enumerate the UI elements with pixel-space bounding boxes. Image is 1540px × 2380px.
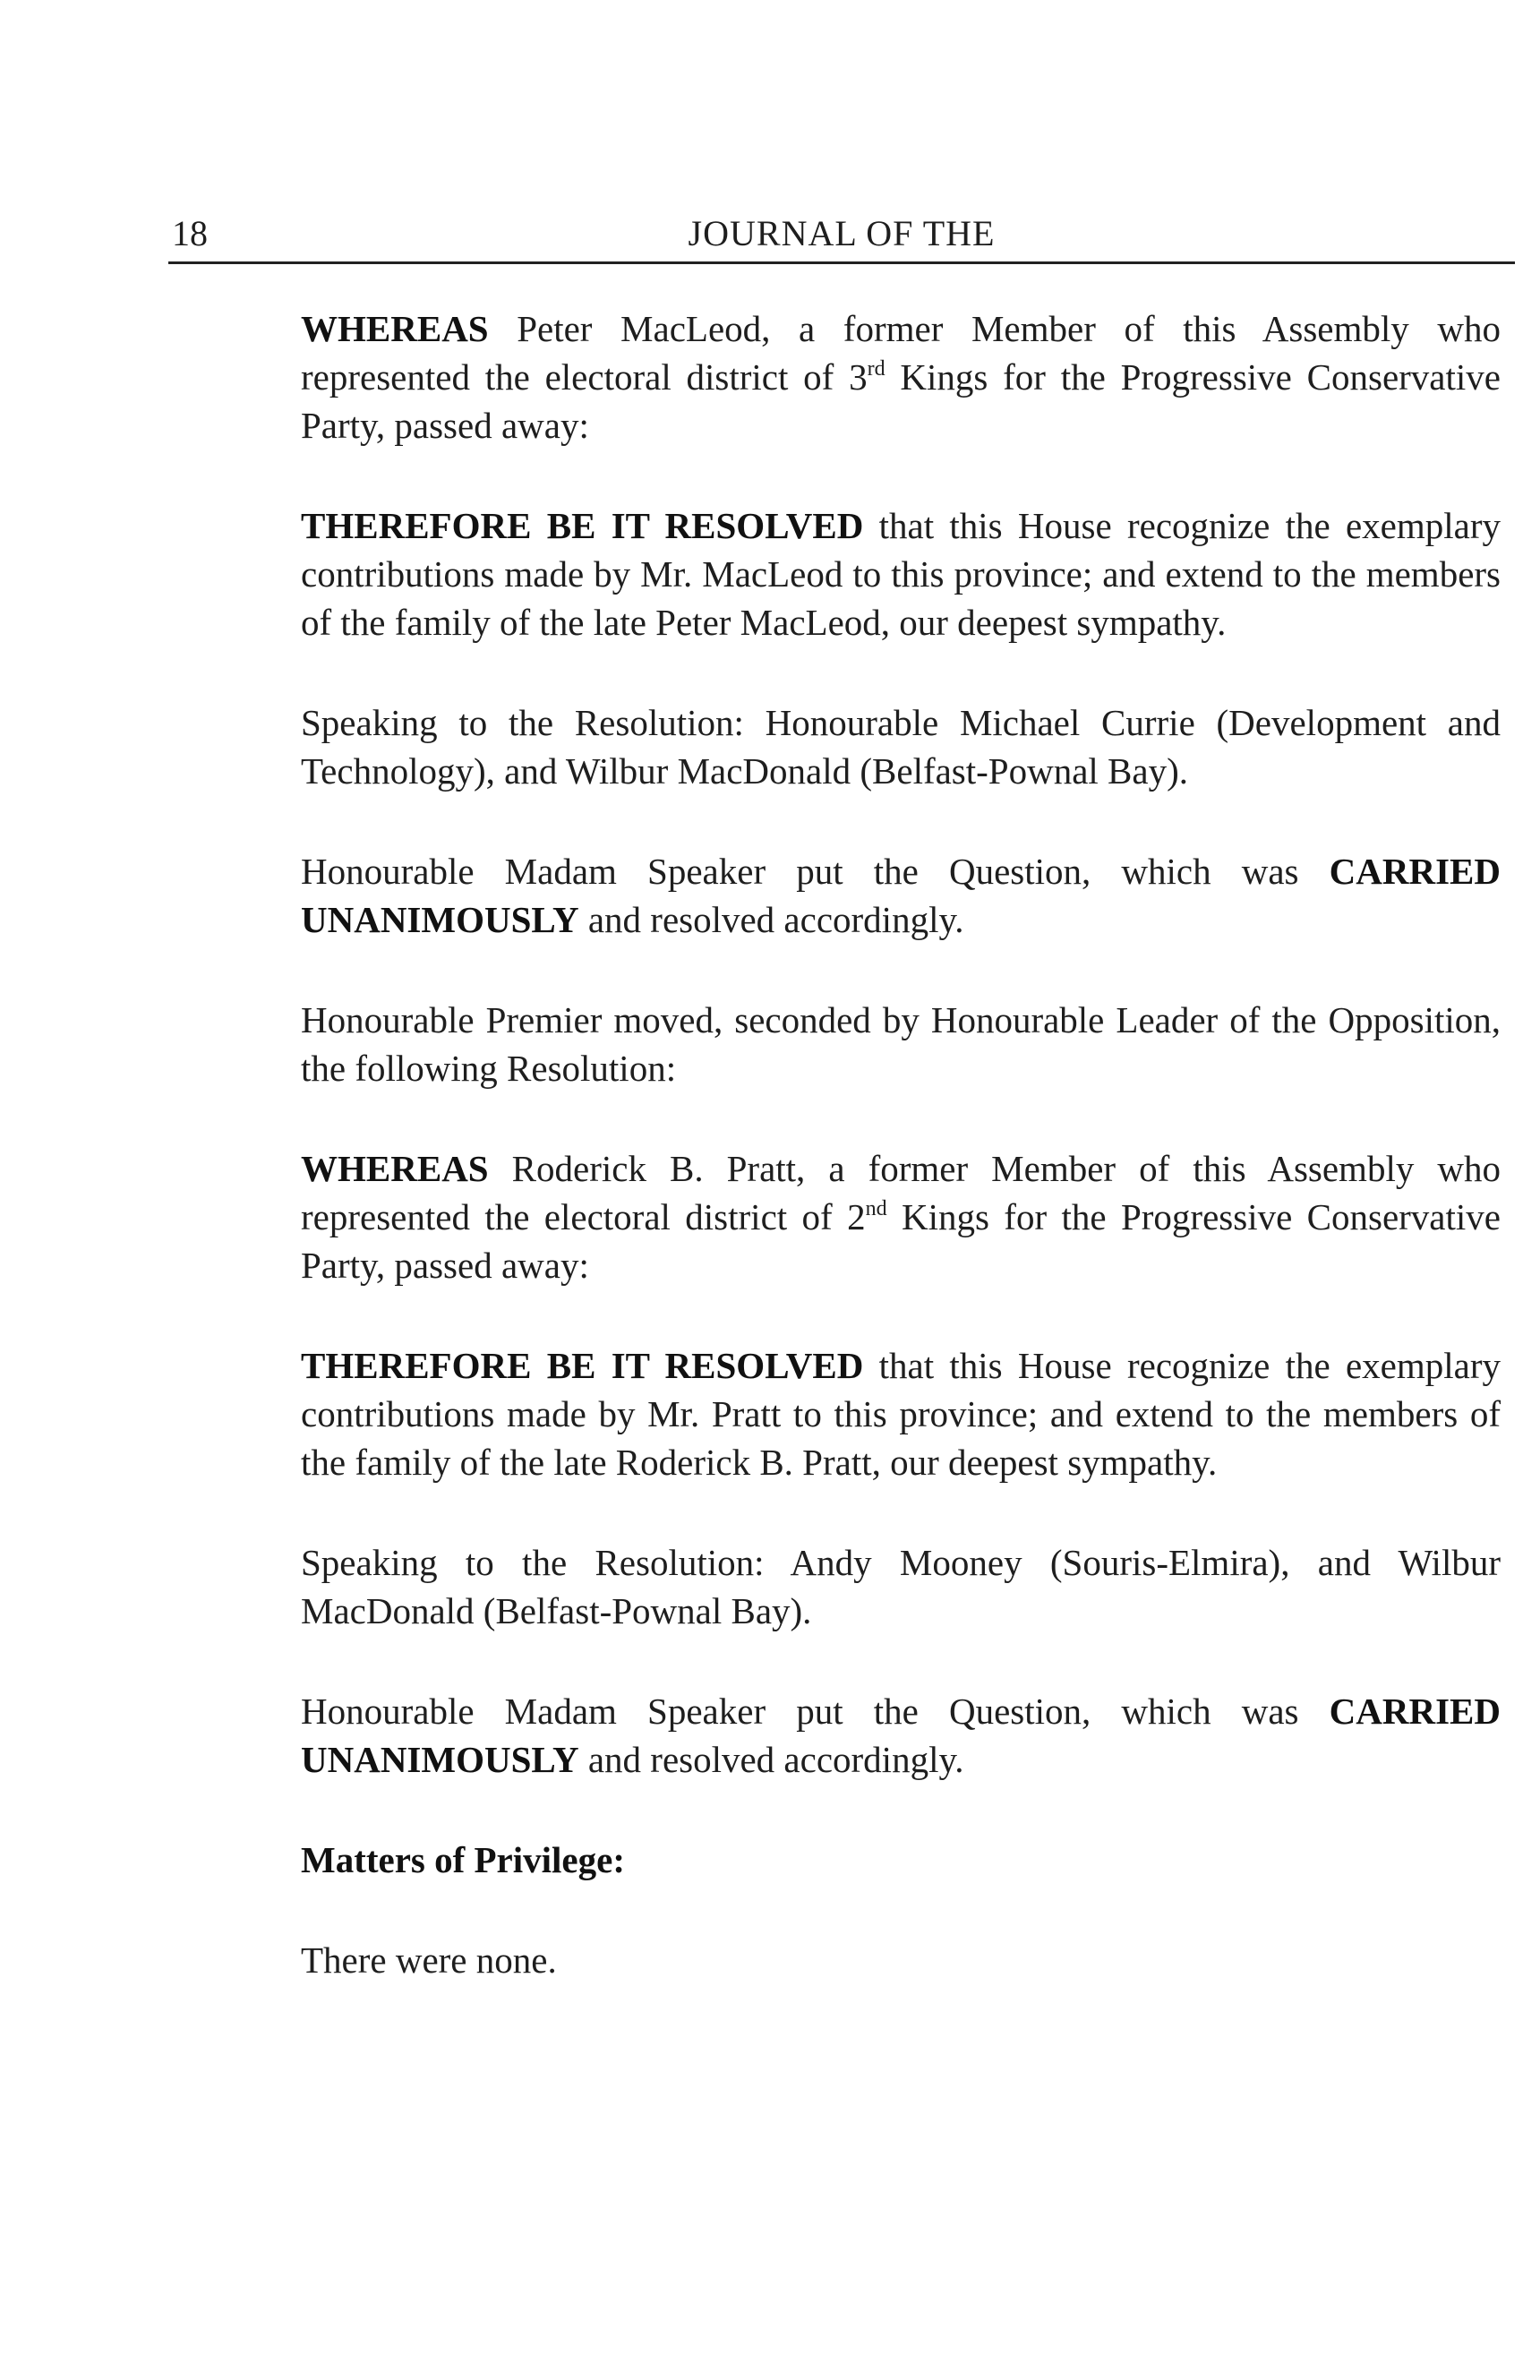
speaking-paragraph-macleod: Speaking to the Resolution: Honourable Michael Currie (Development and Technology), and Wilbur MacDonald (Belfast-Pownal Bay). [301, 702, 1501, 792]
question-text: Honourable Madam Speaker put the Question, which was [301, 851, 1330, 892]
ordinal-suffix: rd [867, 357, 886, 381]
speaking-paragraph-pratt: Speaking to the Resolution: Andy Mooney (Souris-Elmira), and Wilbur MacDonald (Belfast-Pownal Bay). [301, 1542, 1501, 1631]
premier-moved-paragraph: Honourable Premier moved, seconded by Honourable Leader of the Opposition, the following Resolution: [301, 999, 1501, 1089]
page-header [168, 208, 1515, 264]
journal-body [301, 304, 1501, 2036]
question-text: Honourable Madam Speaker put the Question, which was [301, 1691, 1330, 1732]
carried-unanimously: CARRIED UNANIMOUSLY [301, 851, 1501, 940]
carried-unanimously: CARRIED UNANIMOUSLY [301, 1691, 1501, 1780]
whereas-paragraph-pratt [301, 1144, 1501, 1289]
whereas-text-part1: Roderick B. Pratt, a former Member of this Assembly who represented the electoral district of 2 [301, 1148, 1501, 1237]
whereas-text-part2: Kings for the Progressive Conservative Party, passed away: [301, 1196, 1501, 1286]
question-text-end: and resolved accordingly. [578, 1739, 964, 1780]
matters-of-privilege-heading: Matters of Privilege: [301, 1839, 625, 1880]
ordinal-suffix: nd [865, 1197, 887, 1220]
resolved-lead: THEREFORE BE IT RESOLVED [301, 1345, 864, 1386]
matters-of-privilege-text: There were none. [301, 1939, 557, 1981]
resolved-paragraph-pratt [301, 1341, 1501, 1486]
resolved-text: that this House recognize the exemplary contributions made by Mr. MacLeod to this province; and extend to the members of the family of the late Peter MacLeod, our deepest sympathy. [301, 505, 1501, 643]
running-head: JOURNAL OF THE [688, 213, 996, 253]
whereas-paragraph-macleod [301, 304, 1501, 449]
page-number: 18 [172, 213, 208, 253]
resolved-lead: THEREFORE BE IT RESOLVED [301, 505, 864, 546]
whereas-lead: WHEREAS [301, 308, 489, 349]
whereas-text-part1: Peter MacLeod, a former Member of this Assembly who represented the electoral district of 3 [301, 308, 1501, 398]
question-paragraph-pratt [301, 1687, 1501, 1784]
resolved-paragraph-macleod [301, 501, 1501, 646]
question-paragraph-macleod [301, 847, 1501, 944]
whereas-lead: WHEREAS [301, 1148, 489, 1189]
whereas-text-part2: Kings for the Progressive Conservative Party, passed away: [301, 356, 1501, 446]
resolved-text: that this House recognize the exemplary contributions made by Mr. Pratt to this province; and extend to the members of the family of the late Roderick B. Pratt, our deepest sympathy. [301, 1345, 1501, 1483]
question-text-end: and resolved accordingly. [578, 899, 964, 940]
